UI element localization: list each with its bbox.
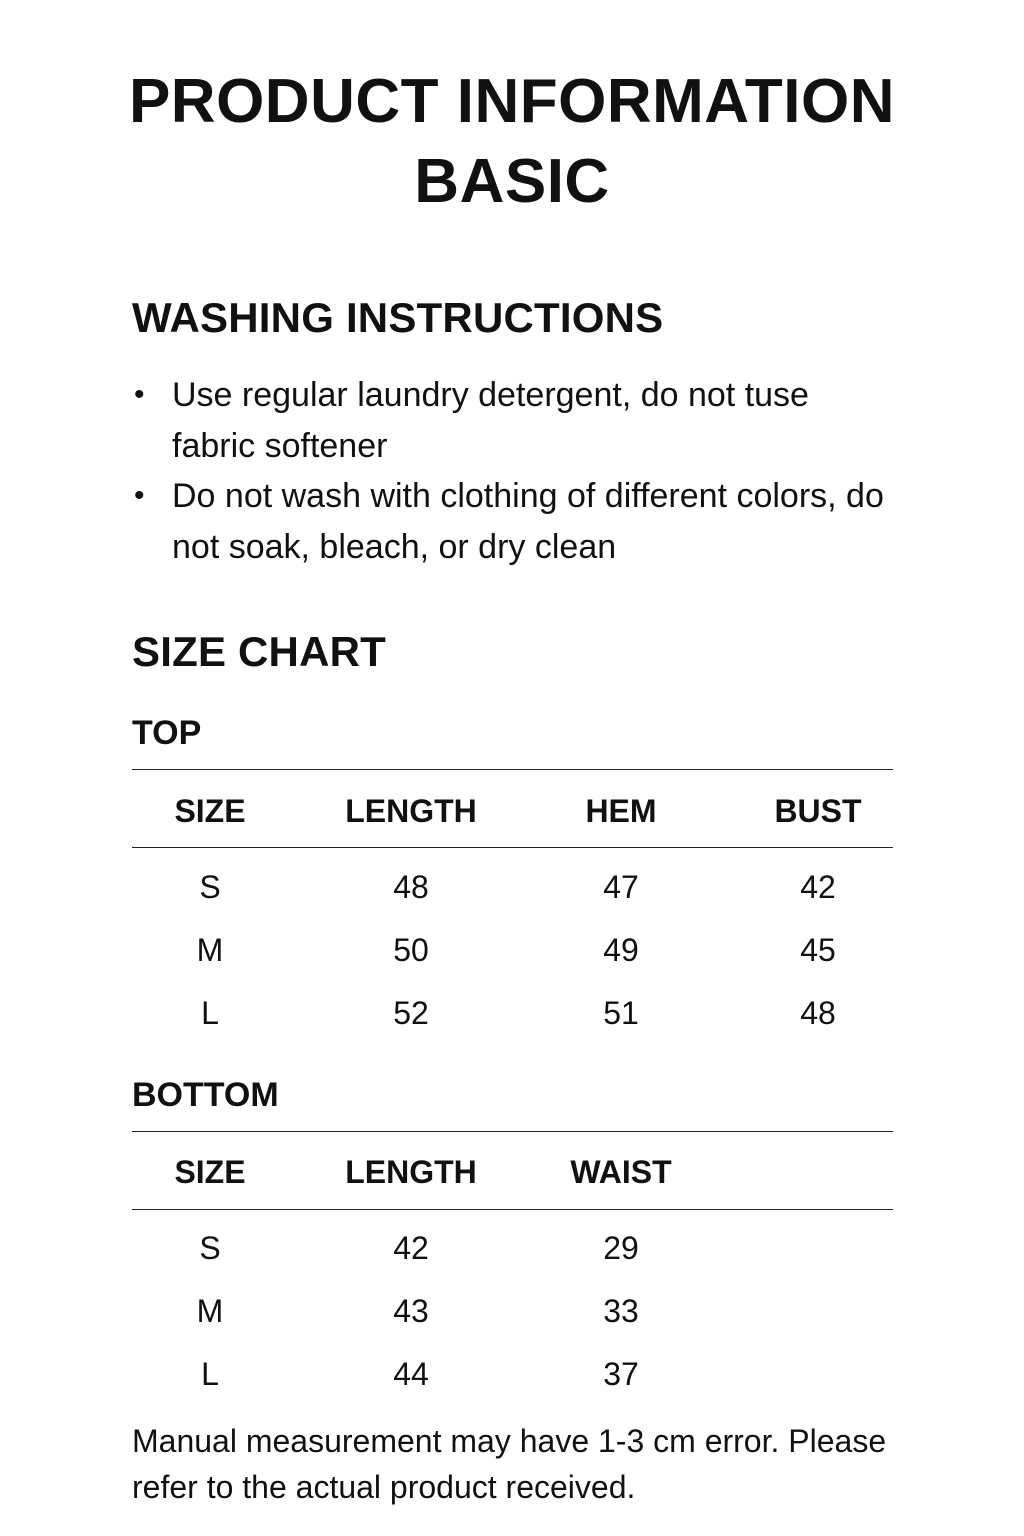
table-cell-hem: 49 <box>603 932 639 968</box>
bullet-icon: • <box>134 378 145 411</box>
list-item <box>132 471 892 572</box>
top-table-label: TOP <box>132 714 202 752</box>
washing-instructions-heading: WASHING INSTRUCTIONS <box>132 294 664 341</box>
table-cell-waist: 33 <box>603 1293 639 1329</box>
table-cell-size: L <box>201 1356 219 1392</box>
table-cell-bust: 45 <box>800 932 836 968</box>
column-header-length: LENGTH <box>345 1154 477 1190</box>
list-item <box>132 370 892 471</box>
table-cell-waist: 29 <box>603 1230 639 1266</box>
table-cell-waist: 37 <box>603 1356 639 1392</box>
page-title-line-1: PRODUCT INFORMATION <box>128 67 896 136</box>
table-cell-size: L <box>201 995 219 1031</box>
table-cell-length: 50 <box>393 932 429 968</box>
table-rule <box>132 847 893 848</box>
column-header-bust: BUST <box>774 793 862 829</box>
column-header-length: LENGTH <box>345 793 477 829</box>
measurement-footnote: Manual measurement may have 1-3 cm error. Please refer to the actual product received. <box>132 1423 887 1505</box>
table-cell-bust: 48 <box>800 995 836 1031</box>
table-rule <box>132 1131 893 1132</box>
table-cell-length: 52 <box>393 995 429 1031</box>
table-cell-size: S <box>199 1230 221 1266</box>
washing-instruction-text: Do not wash with clothing of different colors, do not soak, bleach, or dry clean <box>172 477 884 566</box>
table-rule <box>132 769 893 770</box>
table-cell-bust: 42 <box>800 869 836 905</box>
table-cell-length: 48 <box>393 869 429 905</box>
column-header-hem: HEM <box>585 793 657 829</box>
table-rule <box>132 1209 893 1210</box>
washing-instruction-text: Use regular laundry detergent, do not tuse fabric softener <box>172 376 809 465</box>
table-cell-size: S <box>199 869 221 905</box>
table-cell-hem: 51 <box>603 995 639 1031</box>
table-cell-size: M <box>196 1293 224 1329</box>
table-cell-length: 43 <box>393 1293 429 1329</box>
washing-instructions-list <box>132 370 892 572</box>
column-header-waist: WAIST <box>570 1154 672 1190</box>
table-cell-hem: 47 <box>603 869 639 905</box>
column-header-size: SIZE <box>174 1154 246 1190</box>
bullet-icon: • <box>134 479 145 512</box>
table-cell-size: M <box>196 932 224 968</box>
column-header-size: SIZE <box>174 793 246 829</box>
page-title-line-2: BASIC <box>414 147 610 216</box>
table-cell-length: 42 <box>393 1230 429 1266</box>
size-chart-heading: SIZE CHART <box>132 628 386 675</box>
bottom-table-label: BOTTOM <box>132 1076 279 1114</box>
table-cell-length: 44 <box>393 1356 429 1392</box>
